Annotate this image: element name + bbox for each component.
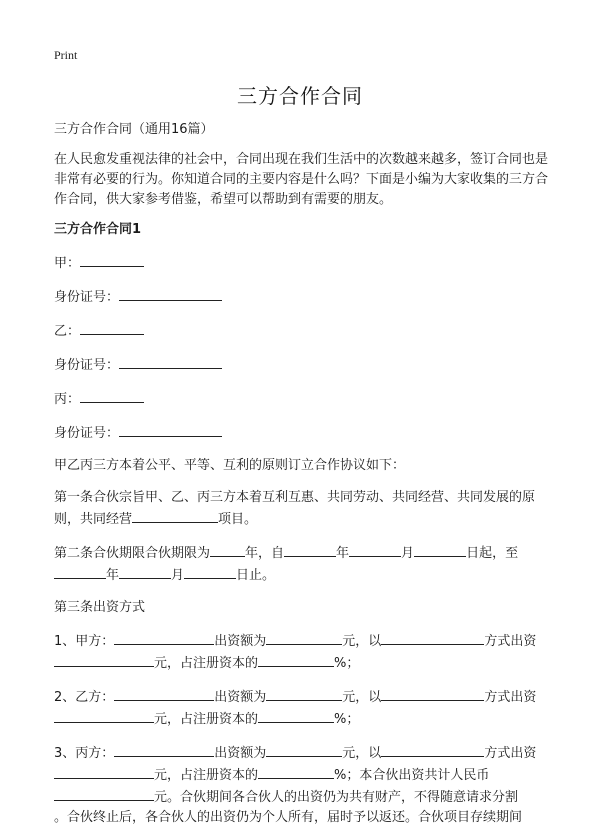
party-a-id-blank[interactable] bbox=[119, 286, 222, 301]
contribution-text: %；本合伙出资共计人民币 bbox=[334, 768, 490, 783]
contribution-party-a bbox=[54, 630, 549, 674]
article-2-text: 月 bbox=[171, 568, 185, 583]
article-2-text: 第二条合伙期限合伙期限为 bbox=[54, 546, 211, 561]
section-heading: 三方合作合同1 bbox=[54, 222, 142, 237]
party-b-method-blank[interactable] bbox=[381, 686, 484, 701]
party-c-id-label: 身份证号： bbox=[54, 426, 120, 441]
party-c-value-blank[interactable] bbox=[54, 764, 154, 779]
article-1-text: 第一条合伙宗旨甲、乙、丙三方本着互利互惠、共同劳动、共同经营、共同发展的原则，共同经营 bbox=[54, 490, 536, 527]
party-a-name-blank[interactable] bbox=[114, 630, 214, 645]
party-b-label: 乙： bbox=[54, 324, 81, 339]
contribution-text: 元，以 bbox=[342, 746, 382, 761]
party-c-field bbox=[54, 388, 549, 408]
party-b-id-blank[interactable] bbox=[119, 354, 222, 369]
contribution-text: 方式出资 bbox=[484, 690, 537, 705]
party-b-blank[interactable] bbox=[80, 320, 144, 335]
party-c-label: 丙： bbox=[54, 392, 81, 407]
total-contribution-blank[interactable] bbox=[54, 786, 154, 801]
document-title: 三方合作合同 bbox=[237, 84, 363, 108]
article-2-text: 日起，至 bbox=[466, 546, 519, 561]
party-a-id-label: 身份证号： bbox=[54, 290, 120, 305]
start-month-blank[interactable] bbox=[349, 542, 401, 557]
party-a-label: 甲： bbox=[54, 256, 81, 271]
article-2-text: 年，自 bbox=[245, 546, 285, 561]
contribution-prefix: 3、丙方： bbox=[54, 746, 115, 761]
party-a-field bbox=[54, 252, 549, 272]
contribution-text: 元，占注册资本的 bbox=[154, 656, 259, 671]
party-b-value-blank[interactable] bbox=[54, 708, 154, 723]
article-2-text: 年 bbox=[336, 546, 350, 561]
intro-paragraph: 在人民愈发重视法律的社会中，合同出现在我们生活中的次数越来越多，签订合同也是非常有必要的行为。你知道合同的主要内容是什么吗？下面是小编为大家收集的三方合作合同，供大家参考借鉴，希望可以帮助到有需要的朋友。 bbox=[54, 152, 549, 207]
article-2-text: 日止。 bbox=[236, 568, 276, 583]
party-c-blank[interactable] bbox=[80, 388, 144, 403]
party-b-id-field bbox=[54, 354, 549, 374]
document-subtitle: 三方合作合同（通用16篇） bbox=[54, 122, 214, 137]
party-c-percent-blank[interactable] bbox=[258, 764, 334, 779]
party-a-amount-blank[interactable] bbox=[266, 630, 342, 645]
contribution-text: 方式出资 bbox=[484, 746, 537, 761]
contribution-prefix: 2、乙方： bbox=[54, 690, 115, 705]
contribution-text: 元，以 bbox=[342, 634, 382, 649]
agreement-intro: 甲乙丙三方本着公平、平等、互利的原则订立合作协议如下： bbox=[54, 458, 406, 473]
contribution-party-c bbox=[54, 742, 549, 828]
contribution-prefix: 1、甲方： bbox=[54, 634, 115, 649]
start-day-blank[interactable] bbox=[414, 542, 466, 557]
party-a-method-blank[interactable] bbox=[381, 630, 484, 645]
party-c-method-blank[interactable] bbox=[381, 742, 484, 757]
end-month-blank[interactable] bbox=[119, 564, 171, 579]
contribution-text: 出资额为 bbox=[214, 634, 267, 649]
document-body bbox=[54, 120, 549, 840]
party-b-name-blank[interactable] bbox=[114, 686, 214, 701]
contribution-text: 元，占注册资本的 bbox=[154, 768, 259, 783]
party-a-blank[interactable] bbox=[80, 252, 144, 267]
end-year-blank[interactable] bbox=[54, 564, 106, 579]
party-b-id-label: 身份证号： bbox=[54, 358, 120, 373]
contribution-text: 元，以 bbox=[342, 690, 382, 705]
party-b-amount-blank[interactable] bbox=[266, 686, 342, 701]
start-year-blank[interactable] bbox=[284, 542, 336, 557]
contribution-tail: 。合伙终止后，各合伙人的出资仍为个人所有，届时予以返还。合伙项目存续期间 bbox=[54, 810, 523, 825]
end-day-blank[interactable] bbox=[184, 564, 236, 579]
article-1-suffix: 项目。 bbox=[218, 512, 258, 527]
party-a-id-field bbox=[54, 286, 549, 306]
party-c-name-blank[interactable] bbox=[114, 742, 214, 757]
article-1 bbox=[54, 488, 549, 530]
party-b-field bbox=[54, 320, 549, 340]
term-years-blank[interactable] bbox=[210, 542, 245, 557]
contribution-party-b bbox=[54, 686, 549, 730]
contribution-tail: 元。合伙期间各合伙人的出资仍为共有财产，不得随意请求分割 bbox=[154, 790, 519, 805]
article-2-text: 年 bbox=[106, 568, 120, 583]
article-3-heading: 第三条出资方式 bbox=[54, 600, 146, 615]
contribution-text: 方式出资 bbox=[484, 634, 537, 649]
party-c-id-field bbox=[54, 422, 549, 442]
article-2-text: 月 bbox=[401, 546, 415, 561]
contribution-text: 元，占注册资本的 bbox=[154, 712, 259, 727]
party-c-id-blank[interactable] bbox=[119, 422, 222, 437]
contribution-text: %； bbox=[334, 712, 360, 727]
project-name-blank[interactable] bbox=[132, 508, 218, 523]
party-b-percent-blank[interactable] bbox=[258, 708, 334, 723]
contribution-text: %； bbox=[334, 656, 360, 671]
article-2 bbox=[54, 542, 549, 586]
party-c-amount-blank[interactable] bbox=[266, 742, 342, 757]
party-a-percent-blank[interactable] bbox=[258, 652, 334, 667]
party-a-value-blank[interactable] bbox=[54, 652, 154, 667]
contribution-text: 出资额为 bbox=[214, 746, 267, 761]
print-label: Print bbox=[54, 48, 78, 62]
contribution-text: 出资额为 bbox=[214, 690, 267, 705]
